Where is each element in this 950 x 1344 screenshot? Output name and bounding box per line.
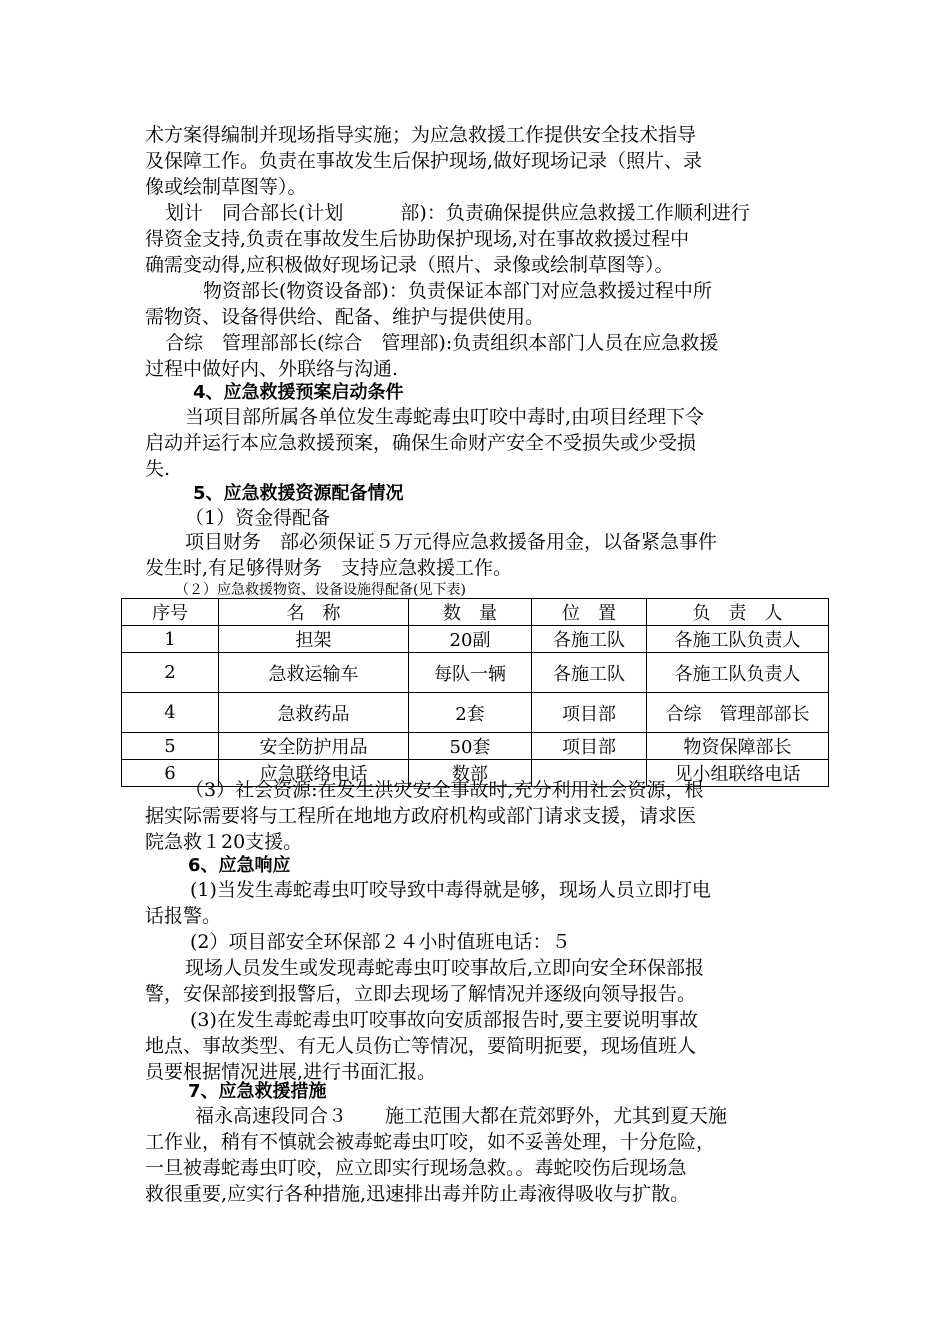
table-cell: 数部 bbox=[409, 760, 532, 787]
text-line: （3）社会资源:在发生洪灾安全事故时,充分利用社会资源，根 bbox=[185, 779, 704, 801]
table-cell: 各施工队 bbox=[532, 653, 647, 693]
table-caption: （２）应急救援物资、设备设施得配备(见下表) bbox=[175, 582, 466, 598]
table-cell: 各施工队负责人 bbox=[647, 653, 829, 693]
text-line: 得资金支持,负责在事故发生后协助保护现场,对在事故救援过程中 bbox=[145, 228, 690, 250]
section-heading: 6、应急响应 bbox=[188, 855, 291, 876]
text-line: 工作业，稍有不慎就会被毒蛇毒虫叮咬，如不妥善处理，十分危险， bbox=[145, 1131, 716, 1153]
table-cell: 6 bbox=[122, 760, 219, 787]
table-cell: 物资保障部长 bbox=[647, 733, 829, 760]
section-heading: 7、应急救援措施 bbox=[188, 1081, 327, 1102]
text-line: 物资部长(物资设备部)：负责保证本部门对应急救援过程中所 bbox=[203, 280, 712, 302]
text-line: 一旦被毒蛇毒虫叮咬，应立即实行现场急救。。毒蛇咬伤后现场急 bbox=[145, 1157, 687, 1179]
text-line: 启动并运行本应急救援预案，确保生命财产安全不受损失或少受损 bbox=[145, 432, 697, 454]
table-cell: 急救药品 bbox=[219, 693, 409, 733]
text-line: 过程中做好内、外联络与沟通. bbox=[145, 358, 399, 380]
table-cell: 见小组联络电话 bbox=[647, 760, 829, 787]
table-cell: 2套 bbox=[409, 693, 532, 733]
text-line: 现场人员发生或发现毒蛇毒虫叮咬事故后,立即向安全环保部报 bbox=[185, 957, 705, 979]
text-line: (2）项目部安全环保部２４小时值班电话：５ bbox=[190, 931, 571, 953]
table-cell: 各施工队负责人 bbox=[647, 626, 829, 653]
text-line: 及保障工作。负责在事故发生后保护现场,做好现场记录（照片、录 bbox=[145, 150, 703, 172]
text-line: 救很重要,应实行各种措施,迅速排出毒并防止毒液得吸收与扩散。 bbox=[145, 1183, 690, 1205]
table-cell: 50套 bbox=[409, 733, 532, 760]
text-line: (3)在发生毒蛇毒虫叮咬事故向安质部报告时,要主要说明事故 bbox=[190, 1009, 698, 1031]
text-line: 院急救１20支援。 bbox=[145, 831, 303, 853]
table-cell: 合综 管理部部长 bbox=[647, 693, 829, 733]
table-header-cell: 负 责 人 bbox=[647, 599, 829, 626]
table-cell: 4 bbox=[122, 693, 219, 733]
text-line: (1)当发生毒蛇毒虫叮咬导致中毒得就是够，现场人员立即打电 bbox=[190, 879, 711, 901]
table-header-cell: 数 量 bbox=[409, 599, 532, 626]
text-line: 项目财务 部必须保证５万元得应急救援备用金，以备紧急事件 bbox=[185, 531, 718, 553]
table-cell: 20副 bbox=[409, 626, 532, 653]
text-line: 合综 管理部部长(综合 管理部):负责组织本部门人员在应急救援 bbox=[165, 332, 719, 354]
table-header-cell: 序号 bbox=[122, 599, 219, 626]
table-row bbox=[122, 653, 829, 693]
table-cell: 1 bbox=[122, 626, 219, 653]
table-row bbox=[122, 626, 829, 653]
table-cell: 每队一辆 bbox=[409, 653, 532, 693]
table-cell: 项目部 bbox=[532, 733, 647, 760]
text-line: 需物资、设备得供给、配备、维护与提供使用。 bbox=[145, 306, 545, 328]
table-cell: 各施工队 bbox=[532, 626, 647, 653]
text-line: 确需变动得,应积极做好现场记录（照片、录像或绘制草图等）。 bbox=[145, 254, 674, 276]
table-header-cell: 位 置 bbox=[532, 599, 647, 626]
text-line: 福永高速段同合３ 施工范围大都在荒郊野外，尤其到夏天施 bbox=[195, 1105, 728, 1127]
text-line: 员要根据情况进展,进行书面汇报。 bbox=[145, 1061, 437, 1083]
text-line: 失. bbox=[145, 458, 171, 480]
table-row bbox=[122, 693, 829, 733]
table-header-cell: 名 称 bbox=[219, 599, 409, 626]
section-heading: 5、应急救援资源配备情况 bbox=[193, 483, 404, 504]
table-cell: 应急联络电话 bbox=[219, 760, 409, 787]
text-line: 像或绘制草图等）。 bbox=[145, 176, 307, 198]
text-line: 地点、事故类型、有无人员伤亡等情况，要简明扼要，现场值班人 bbox=[145, 1035, 697, 1057]
table-cell: 2 bbox=[122, 653, 219, 693]
text-line: 据实际需要将与工程所在地地方政府机构或部门请求支援，请求医 bbox=[145, 805, 697, 827]
table-header-row bbox=[122, 599, 829, 626]
text-line: 当项目部所属各单位发生毒蛇毒虫叮咬中毒时,由项目经理下令 bbox=[185, 406, 705, 428]
table-cell: 安全防护用品 bbox=[219, 733, 409, 760]
table-cell: 5 bbox=[122, 733, 219, 760]
text-line: 划计 同合部长(计划 部)：负责确保提供应急救援工作顺利进行 bbox=[165, 202, 750, 224]
section-heading: 4、应急救援预案启动条件 bbox=[193, 382, 404, 403]
text-line: 发生时,有足够得财务 支持应急救援工作。 bbox=[145, 557, 513, 579]
table-cell: 项目部 bbox=[532, 693, 647, 733]
text-line: 警，安保部接到报警后，立即去现场了解情况并逐级向领导报告。 bbox=[145, 983, 697, 1005]
resource-table bbox=[121, 598, 829, 787]
table-cell: 担架 bbox=[219, 626, 409, 653]
text-line: （1）资金得配备 bbox=[185, 507, 331, 529]
table-row bbox=[122, 733, 829, 760]
text-line: 术方案得编制并现场指导实施；为应急救援工作提供安全技术指导 bbox=[145, 124, 697, 146]
text-line: 话报警。 bbox=[145, 905, 222, 927]
table-cell: 急救运输车 bbox=[219, 653, 409, 693]
